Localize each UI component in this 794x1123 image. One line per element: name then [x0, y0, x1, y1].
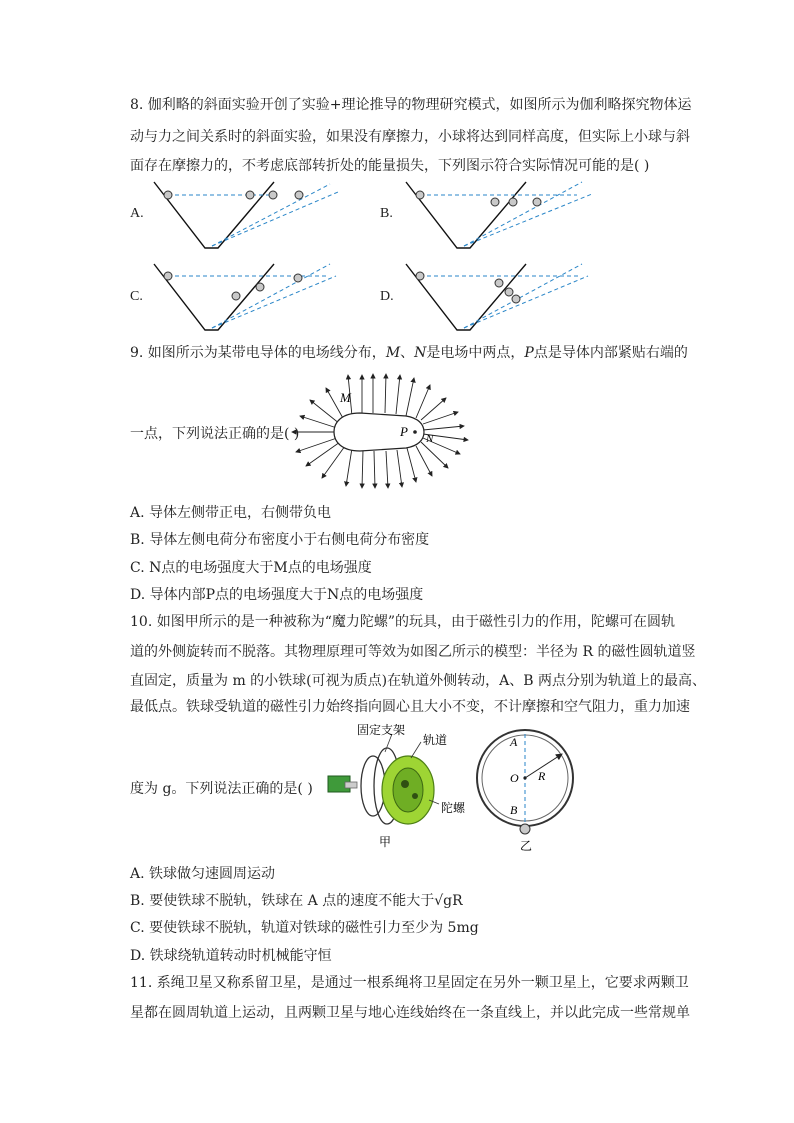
q10-option-c: C. 要使铁球不脱轨，轨道对铁球的磁性引力至少为 5mg — [130, 920, 479, 936]
q10-figure-yi — [470, 722, 610, 852]
q10-line-4: 最低点。铁球受轨道的磁性引力始终指向圆心且大小不变，不计摩擦和空气阻力，重力加速 — [130, 699, 690, 715]
q10-label-b: B — [510, 803, 518, 817]
q8-figure-c — [150, 262, 350, 334]
q10-label-track: 轨道 — [423, 733, 448, 747]
q9-line1-mid: 是电场中两点， — [426, 345, 525, 361]
q9-line1-pre: 9. 如图所示为某带电导体的电场线分布， — [130, 345, 386, 361]
q9-option-c: C. N点的电场强度大于M点的电场强度 — [130, 560, 372, 576]
q8-option-a-label: A. — [130, 206, 144, 221]
q8-figure-d — [402, 262, 602, 334]
q9-option-b: B. 导体左侧电荷分布密度小于右侧电荷分布密度 — [130, 532, 430, 548]
q9-label-p: P — [400, 424, 408, 439]
q10-option-d: D. 铁球绕轨道转动时机械能守恒 — [130, 948, 332, 964]
q8-option-d-label: D. — [380, 289, 394, 304]
q9-option-d: D. 导体内部P点的电场强度大于N点的电场强度 — [130, 587, 424, 603]
q9-line-2: 一点，下列说法正确的是( ) — [130, 426, 300, 442]
q10-option-b: B. 要使铁球不脱轨，铁球在 A 点的速度不能大于√gR — [130, 893, 463, 909]
q11-line-1: 11. 系绳卫星又称系留卫星，是通过一根系绳将卫星固定在另外一颗卫星上，它要求两颗卫 — [130, 975, 689, 991]
q8-figure-a — [150, 180, 350, 252]
q10-label-yi: 乙 — [520, 839, 533, 853]
q9-line1-p: P — [524, 345, 534, 361]
q10-line-3: 直固定，质量为 m 的小铁球(可视为质点)在轨道外侧转动，A、B 两点分别为轨道上的最高、 — [130, 673, 706, 689]
q10-label-o: O — [510, 771, 519, 785]
q10-line-1: 10. 如图甲所示的是一种被称为“魔力陀螺”的玩具，由于磁性引力的作用，陀螺可在圆轨 — [130, 614, 676, 630]
q9-line1-n: N — [414, 345, 427, 361]
q8-option-c-label: C. — [130, 289, 143, 304]
q10-option-a: A. 铁球做匀速圆周运动 — [130, 866, 276, 882]
q9-line1-m: M — [385, 345, 401, 361]
q10-label-a: A — [510, 735, 518, 749]
q10-figure-jia — [325, 722, 475, 852]
q10-label-gyro: 陀螺 — [441, 801, 466, 815]
q9-line1-sep: 、 — [400, 345, 415, 361]
q8-line-2: 动与力之间关系时的斜面实验，如果没有摩擦力，小球将达到同样高度，但实际上小球与斜 — [130, 129, 690, 145]
q9-line1-post: 点是导体内部紧贴右端的 — [533, 345, 688, 361]
q9-option-a: A. 导体左侧带正电，右侧带负电 — [130, 505, 332, 521]
q10-label-r: R — [538, 769, 546, 783]
q8-line-3: 面存在摩擦力的，不考虑底部转折处的能量损失，下列图示符合实际情况可能的是( ) — [130, 158, 650, 174]
q9-label-m: M — [340, 390, 351, 405]
q8-option-b-label: B. — [380, 206, 393, 221]
q10-line-2: 道的外侧旋转而不脱落。其物理原理可等效为如图乙所示的模型：半径为 R 的磁性圆轨道竖 — [130, 644, 696, 660]
q9-line-1 — [130, 343, 688, 363]
q9-field-figure — [290, 372, 470, 490]
q10-line-5: 度为 g。下列说法正确的是( ) — [130, 781, 313, 797]
q11-line-2: 星都在圆周轨道上运动，且两颗卫星与地心连线始终在一条直线上，并以此完成一些常规单 — [130, 1005, 690, 1021]
q10-label-bracket: 固定支架 — [357, 723, 406, 737]
q8-line-1: 8. 伽利略的斜面实验开创了实验+理论推导的物理研究模式，如图所示为伽利略探究物体运 — [130, 97, 692, 113]
q10-label-jia: 甲 — [379, 835, 392, 849]
q8-figure-b — [402, 180, 602, 252]
q9-label-n: N — [426, 433, 434, 445]
